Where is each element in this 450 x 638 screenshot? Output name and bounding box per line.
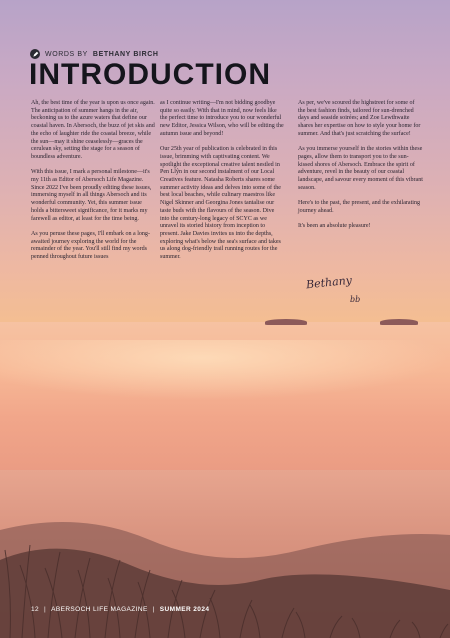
byline-author: BETHANY BIRCH [92, 50, 159, 58]
island-left [265, 319, 307, 325]
paragraph: Here's to the past, the present, and the exhilarating journey ahead. [298, 200, 420, 214]
signature-mark: bb [350, 295, 361, 304]
paragraph: As you immerse yourself in the stories within these pages, allow them to transport you to the sun-kissed shores of Abersoch. Embrace the spirit of adventure, revel in the beauty of our coastal landscape, and savour every moment of this vibrant season. [298, 146, 423, 191]
paragraph: With this issue, I mark a personal milestone—it's my 11th as Editor of Abersoch Life Magazine. Since 2022 I've been proudly editing these issues, immersing myself in all things Abersoch and its wonderful community. Yet, this summer issue holds a bittersweet significance, for it marks my farewell as editor, at least for the time being. [31, 169, 152, 222]
sea-reflection [0, 340, 450, 400]
text-column-1 [31, 100, 156, 269]
paragraph: Our 25th year of publication is celebrated in this issue, brimming with captivating content. We spotlight the exceptional creative talent nestled in Pen Llŷn in our second instalment of our Local Creatives feature. Natasha Roberts shares some summer activity ideas and delves into some of the best local beaches, while culinary maestros like Nigel Skinner and Georgina Jones tantalise our taste buds with the flavours of the season. Dive into the century-long legacy of SCYC as we unravel its storied history from inception to present. Jake Davies invites us into the depths, exploring what's below the sea's surface and takes us along dog-friendly trail running routes for the summer. [160, 146, 281, 261]
paragraph: It's been an absolute pleasure! [298, 223, 371, 230]
page-footer [31, 606, 209, 613]
byline-prefix: WORDS BY [45, 50, 88, 58]
text-column-2 [160, 100, 285, 269]
paragraph: As you peruse these pages, I'll embark on a long-awaited journey exploring the world for the remainder of the year. You'll still find my words penned throughout future issues [31, 230, 150, 261]
footer-separator: | [44, 606, 47, 613]
text-column-3 [298, 100, 423, 239]
paragraph: as I continue writing—I'm not bidding goodbye quite so easily. With that in mind, now feels like the perfect time to introduce you to our wonderful new Editor, Jessica Wilson, who will be editing the autumn issue and beyond! [160, 100, 284, 137]
paragraph: As per, we've scoured the highstreet for some of the best fashion finds, tailored for sun-drenched days and seaside soirées; and Zoe Lewthwaite shares her expertise on how to style your home for summer. And that's just scratching the surface! [298, 100, 421, 137]
issue-name: SUMMER 2024 [159, 606, 210, 613]
page-number: 12 [31, 606, 40, 613]
magazine-name: ABERSOCH LIFE MAGAZINE [51, 606, 148, 613]
footer-separator: | [152, 606, 155, 613]
island-right [380, 319, 418, 325]
paragraph: Ah, the best time of the year is upon us once again. The anticipation of summer hangs in the air, beckoning us to the azure waters that define our coastal haven. In Abersoch, the buzz of jet skis and the echo of laughter ride the coastal breeze, while the sun—may it shine ceaselessly—graces the cerulean sky, setting the stage for a season of boundless adventure. [31, 100, 155, 160]
signature: Bethany [305, 273, 353, 292]
page-title: INTRODUCTION [29, 58, 271, 91]
